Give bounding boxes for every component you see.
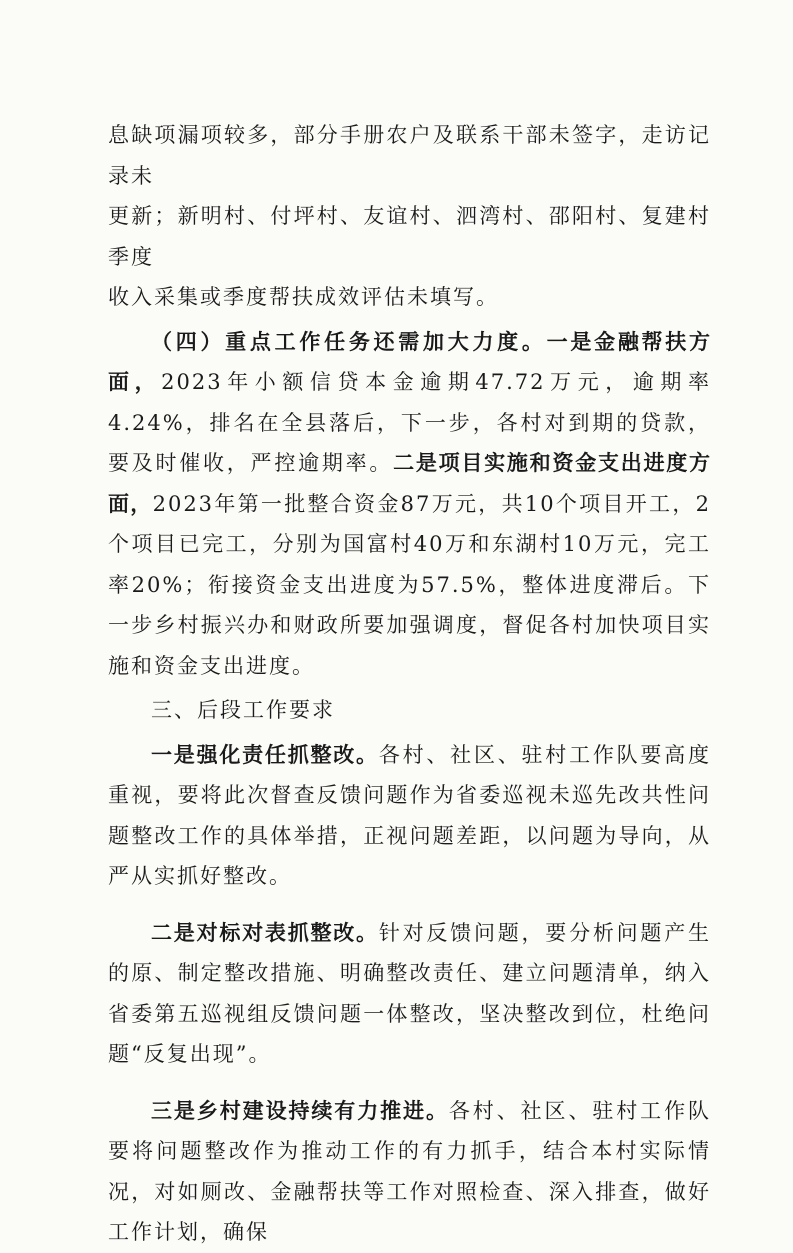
item-lead: 一是强化责任抓整改。 <box>151 742 379 767</box>
subsection-heading: （四）重点工作任务还需加大力度。 <box>151 329 547 354</box>
paragraph-continued <box>108 115 711 318</box>
text-line: 更新；新明村、付坪村、友谊村、泗湾村、邵阳村、复建村季度 <box>108 204 711 269</box>
item-text: 各村、社区、驻村工作队要将问题整改作为推动工作的有力抓手，结合本村实际情况，对如厕改、金融帮扶等工作对照检查、深入排查，做好工作计划，确保 <box>108 1098 712 1244</box>
item-text: 各村、社区、驻村工作队要高度重视，要将此次督查反馈问题作为省委巡视未巡先改共性问题整改工作的具体举措，正视问题差距，以问题为导向，从严从实抓好整改。 <box>108 742 712 888</box>
paragraph-requirement-2 <box>108 913 711 1075</box>
item-lead: 三是乡村建设持续有力推进。 <box>151 1098 449 1123</box>
item-text: 针对反馈问题，要分析问题产生的原、制定整改措施、明确整改责任、建立问题清单，纳入省委第五巡视组反馈问题一体整改，坚决整改到位，杜绝问题“反复出现”。 <box>108 920 712 1066</box>
paragraph-requirement-1 <box>108 735 711 897</box>
text-line: 收入采集或季度帮扶成效评估未填写。 <box>108 285 499 309</box>
item-lead: 二是对标对表抓整改。 <box>151 920 379 945</box>
section-heading: 三、后段工作要求 <box>151 698 335 722</box>
paragraph-key-tasks <box>108 322 711 687</box>
item-text: 2023年第一批整合资金87万元，共10个项目开工，2个项目已完工，分别为国富村40万和东湖村10万元，完工率20%；衔接资金支出进度为57.5%，整体进度滞后。下一步乡村振兴办和财政所要加强调度，督促各村加快项目实施和资金支出进度。 <box>108 491 712 678</box>
paragraph-requirement-3 <box>108 1091 711 1253</box>
item-lead: 一是金融帮扶方面， <box>108 329 712 394</box>
item-text: 2023年小额信贷本金逾期47.72万元，逾期率4.24%，排名在全县落后，下一步，各村对到期的贷款，要及时催收，严控逾期率。 <box>108 370 712 475</box>
item-lead: 二是项目实施和资金支出进度方面， <box>108 451 712 516</box>
text-line: 息缺项漏项较多，部分手册农户及联系干部未签字，走访记录未 <box>108 123 711 188</box>
